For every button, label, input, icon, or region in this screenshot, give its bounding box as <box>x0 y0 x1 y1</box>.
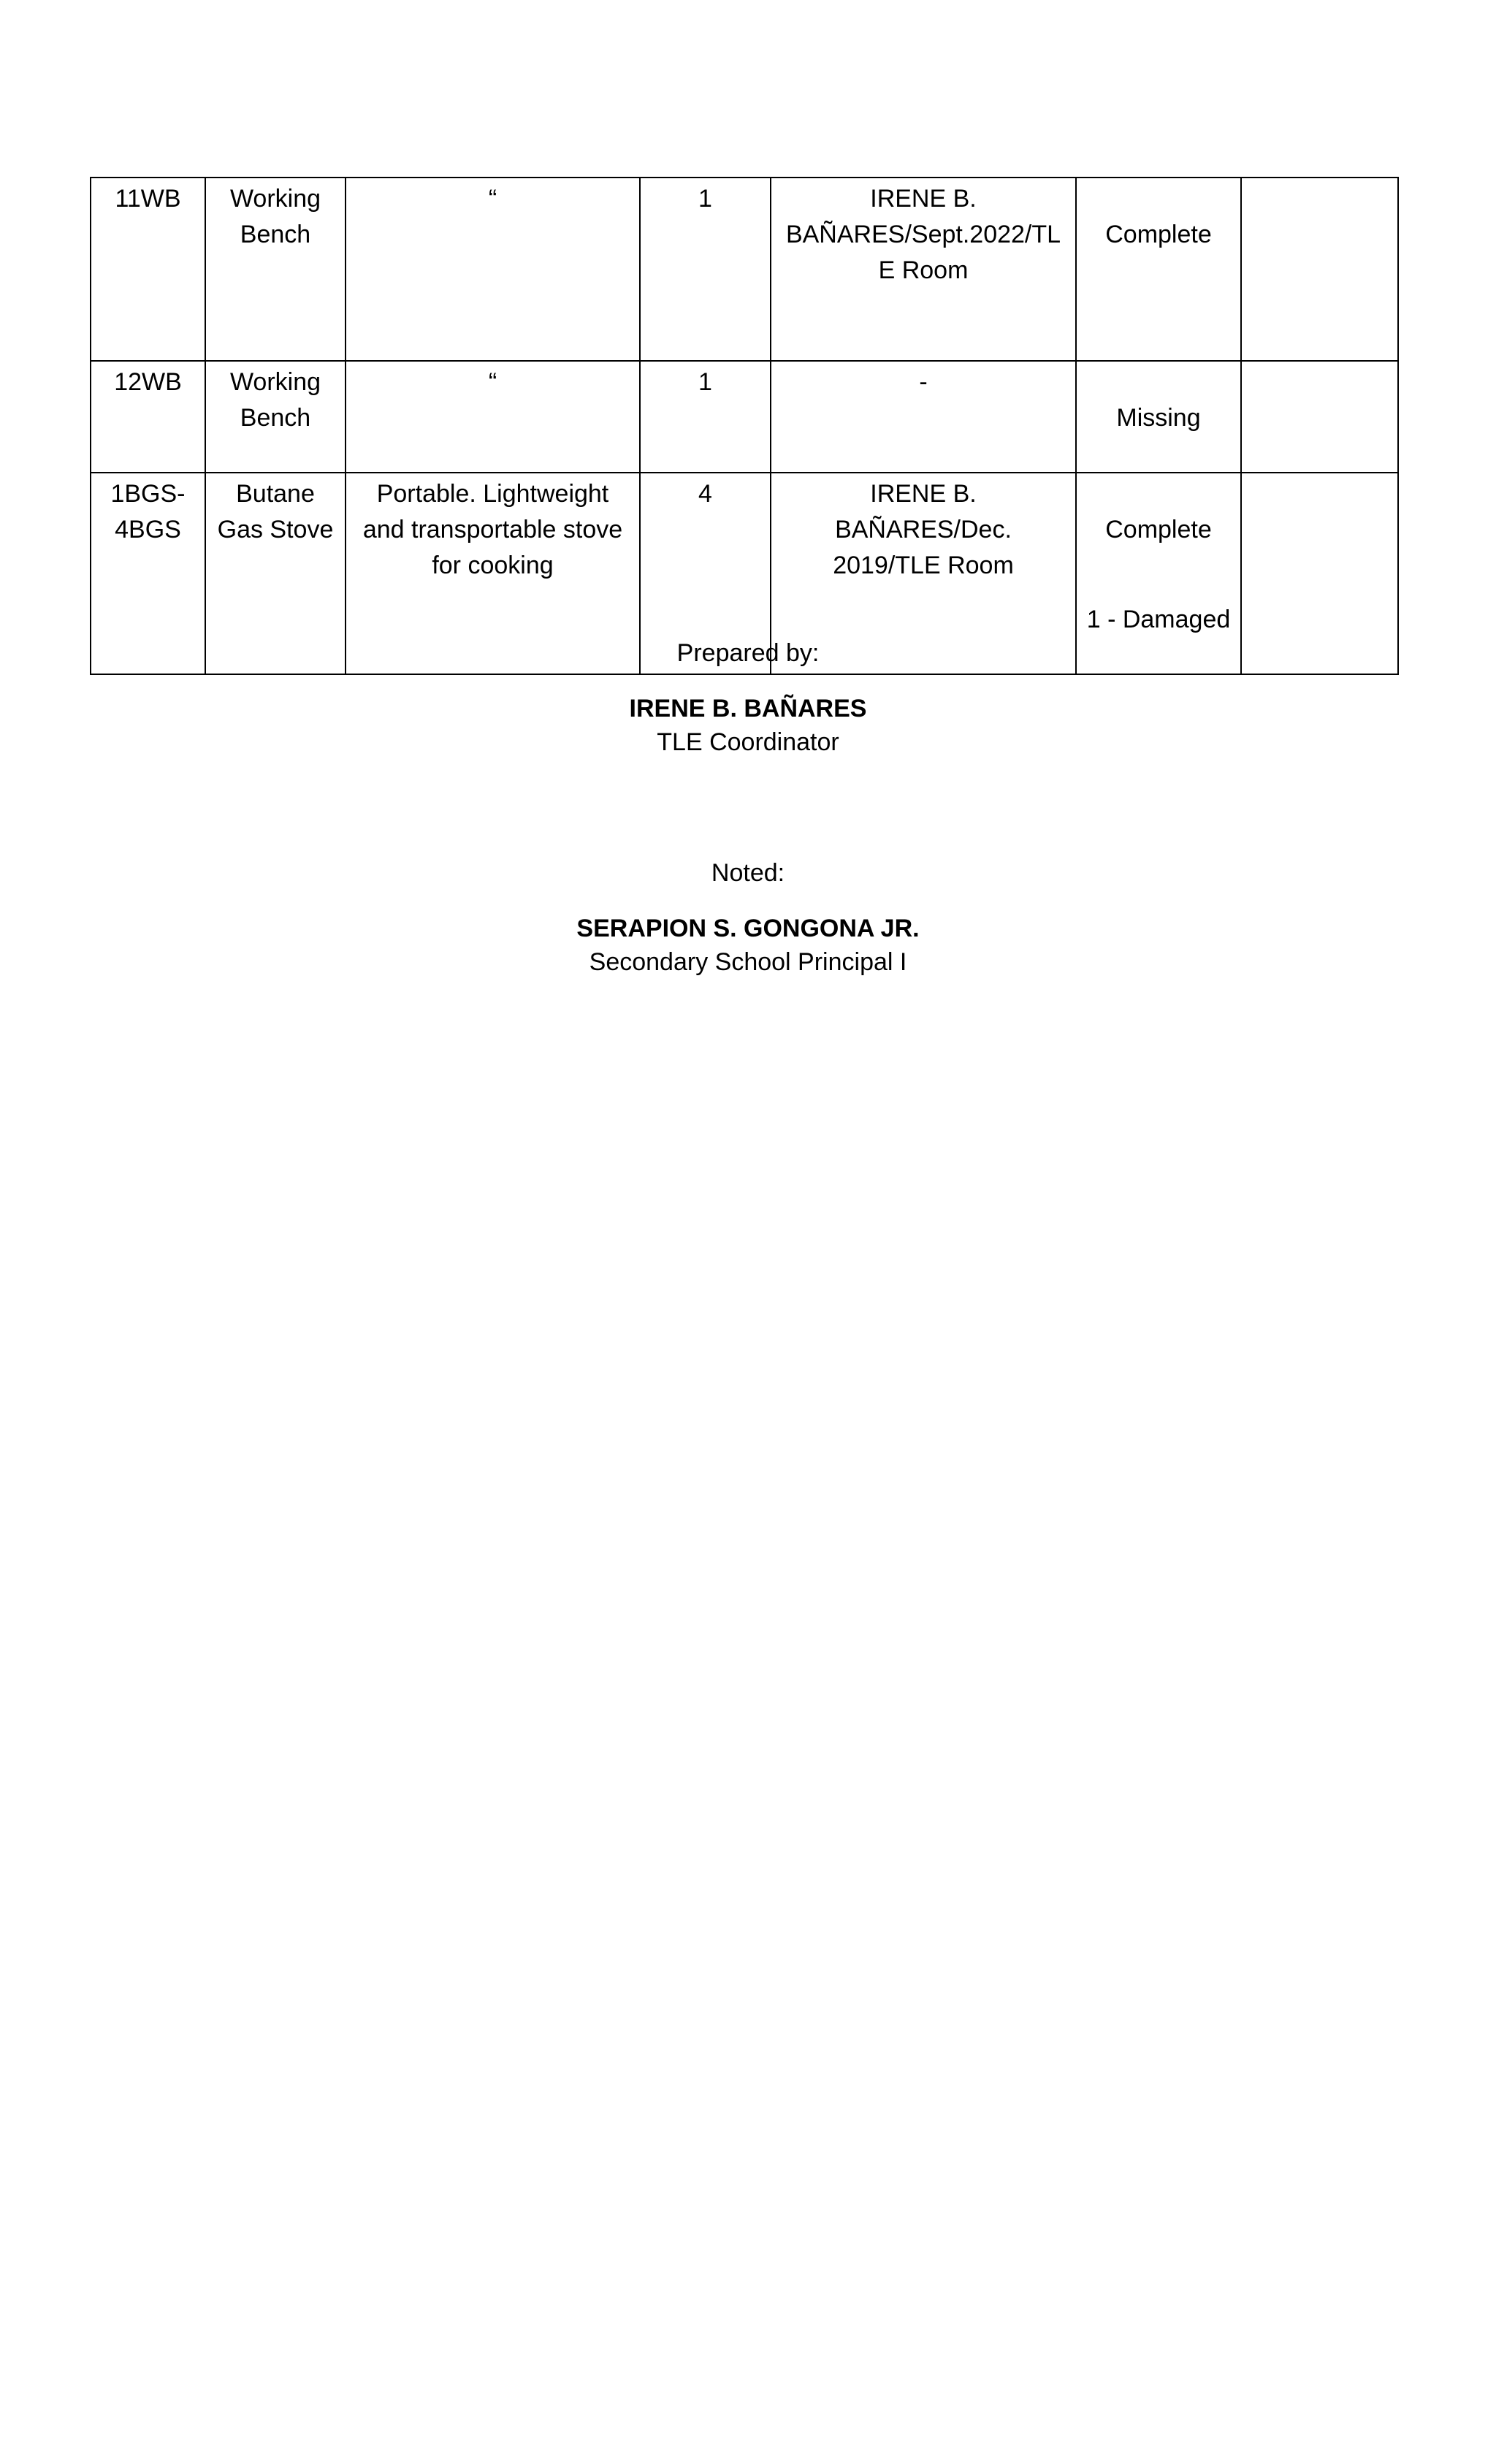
inventory-table <box>90 177 1399 675</box>
noted-caption: Noted: <box>711 859 785 887</box>
article-text: Butane Gas Stove <box>217 480 334 543</box>
status-cell <box>1076 178 1241 361</box>
description-cell: Portable. Lightweight and transportable stove for cooking <box>346 473 640 674</box>
article-text: Working Bench <box>229 368 321 432</box>
custodian-cell: - <box>771 361 1076 473</box>
status-text: Complete <box>1105 516 1212 543</box>
table-row <box>91 178 1398 361</box>
description-cell: “ <box>346 361 640 473</box>
preparer-name: IRENE B. BAÑARES <box>629 695 867 722</box>
quantity-cell: 1 <box>640 178 771 361</box>
status-damaged-text: 1 - Damaged <box>1086 606 1231 633</box>
article-text: Working Bench <box>229 185 321 248</box>
noted-by-block <box>0 856 1496 979</box>
article-cell <box>205 178 346 361</box>
item-code-cell: 12WB <box>91 361 205 473</box>
remarks-cell <box>1241 361 1398 473</box>
noter-name: SERAPION S. GONGONA JR. <box>576 915 920 942</box>
item-code-cell: 1BGS-4BGS <box>91 473 205 674</box>
prepared-by-caption: Prepared by: <box>676 639 820 667</box>
status-text: Missing <box>1116 404 1201 432</box>
quantity-cell: 1 <box>640 361 771 473</box>
status-cell <box>1076 361 1241 473</box>
noter-role: Secondary School Principal I <box>589 948 907 976</box>
custodian-cell: IRENE B. BAÑARES/Dec. 2019/TLE Room <box>771 473 1076 674</box>
prepared-by-block <box>0 636 1496 759</box>
preparer-role: TLE Coordinator <box>657 728 839 756</box>
description-cell: “ <box>346 178 640 361</box>
table-row <box>91 361 1398 473</box>
custodian-cell: IRENE B. BAÑARES/Sept.2022/TLE Room <box>771 178 1076 361</box>
status-text: Complete <box>1105 221 1212 248</box>
article-cell <box>205 361 346 473</box>
remarks-cell <box>1241 178 1398 361</box>
quantity-cell: 4 <box>640 473 771 674</box>
item-code-cell: 11WB <box>91 178 205 361</box>
